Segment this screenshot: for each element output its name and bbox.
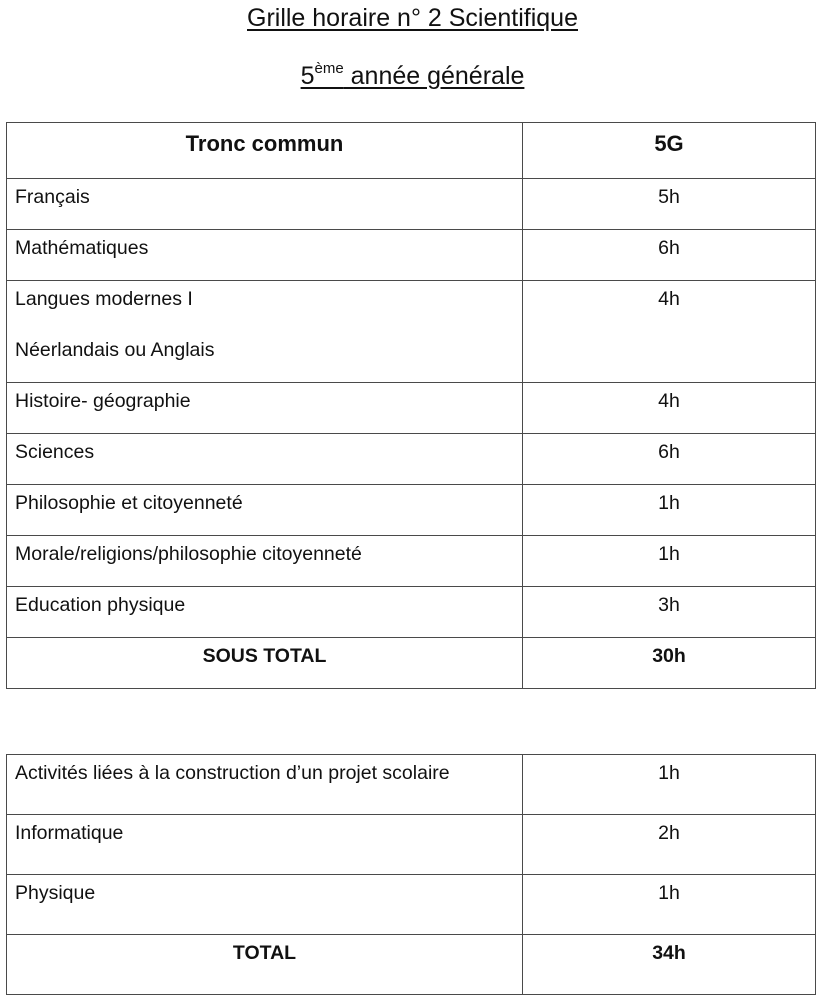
subject-sublabel: Néerlandais ou Anglais bbox=[15, 339, 215, 361]
table-row bbox=[7, 383, 816, 434]
hours-cell bbox=[523, 230, 816, 281]
table-row bbox=[7, 434, 816, 485]
table-row bbox=[7, 875, 816, 935]
subject-label: Sciences bbox=[15, 441, 95, 463]
header-label: Tronc commun bbox=[185, 131, 344, 156]
hours-cell bbox=[523, 383, 816, 434]
subject-cell bbox=[7, 875, 523, 935]
subject-label: Physique bbox=[15, 882, 96, 904]
subtotal-row bbox=[7, 638, 816, 689]
hours-value: 4h bbox=[658, 390, 680, 412]
hours-value: 6h bbox=[658, 237, 680, 259]
subtotal-label: SOUS TOTAL bbox=[202, 645, 327, 667]
subject-label: Langues modernes I bbox=[15, 288, 193, 310]
subject-label: Informatique bbox=[15, 822, 124, 844]
table-row bbox=[7, 230, 816, 281]
table-row bbox=[7, 281, 816, 383]
subject-cell bbox=[7, 179, 523, 230]
table-row bbox=[7, 536, 816, 587]
page-subtitle bbox=[0, 62, 825, 91]
hours-cell bbox=[523, 755, 816, 815]
header-value-cell bbox=[523, 123, 816, 179]
hours-value: 1h bbox=[658, 492, 680, 514]
table-row bbox=[7, 755, 816, 815]
hours-value: 1h bbox=[658, 762, 680, 784]
subject-cell bbox=[7, 230, 523, 281]
subject-cell bbox=[7, 281, 523, 383]
tronc-commun-table bbox=[6, 122, 816, 689]
table-header-row bbox=[7, 123, 816, 179]
hours-value: 5h bbox=[658, 186, 680, 208]
hours-value: 3h bbox=[658, 594, 680, 616]
table-row bbox=[7, 485, 816, 536]
subject-cell bbox=[7, 434, 523, 485]
hours-value: 4h bbox=[658, 288, 680, 310]
header-label-cell bbox=[7, 123, 523, 179]
total-row bbox=[7, 935, 816, 995]
subject-label: Morale/religions/philosophie citoyenneté bbox=[15, 543, 362, 565]
hours-cell bbox=[523, 485, 816, 536]
subtotal-value-cell bbox=[523, 638, 816, 689]
total-value: 34h bbox=[652, 942, 686, 964]
page-title: Grille horaire n° 2 Scientifique bbox=[247, 4, 578, 32]
total-label: TOTAL bbox=[232, 942, 297, 964]
hours-cell bbox=[523, 875, 816, 935]
subject-label: Philosophie et citoyenneté bbox=[15, 492, 243, 514]
total-label-cell bbox=[7, 935, 523, 995]
hours-cell bbox=[523, 536, 816, 587]
total-value-cell bbox=[523, 935, 816, 995]
hours-cell bbox=[523, 434, 816, 485]
hours-cell bbox=[523, 587, 816, 638]
header-value: 5G bbox=[654, 131, 684, 156]
hours-value: 2h bbox=[658, 822, 680, 844]
subject-label: Français bbox=[15, 186, 90, 208]
hours-value: 1h bbox=[658, 543, 680, 565]
subtitle-superscript: ème bbox=[314, 60, 344, 77]
table-row bbox=[7, 815, 816, 875]
subject-cell bbox=[7, 815, 523, 875]
subtitle-rest: année générale bbox=[343, 62, 525, 90]
hours-cell bbox=[523, 179, 816, 230]
subject-label: Activités liées à la construction d’un projet scolaire bbox=[15, 762, 450, 784]
hours-cell bbox=[523, 281, 816, 383]
subject-cell bbox=[7, 536, 523, 587]
table-row bbox=[7, 179, 816, 230]
subject-cell bbox=[7, 485, 523, 536]
table-row bbox=[7, 587, 816, 638]
hours-value: 1h bbox=[658, 882, 680, 904]
subtitle-number: 5 bbox=[300, 62, 315, 90]
subject-label: Education physique bbox=[15, 594, 186, 616]
subject-label: Mathématiques bbox=[15, 237, 149, 259]
subject-label: Histoire- géographie bbox=[15, 390, 191, 412]
extra-activities-table bbox=[6, 754, 816, 995]
subject-cell bbox=[7, 587, 523, 638]
subtotal-label-cell bbox=[7, 638, 523, 689]
subtotal-value: 30h bbox=[652, 645, 686, 667]
subject-cell bbox=[7, 755, 523, 815]
hours-cell bbox=[523, 815, 816, 875]
subject-cell bbox=[7, 383, 523, 434]
hours-value: 6h bbox=[658, 441, 680, 463]
